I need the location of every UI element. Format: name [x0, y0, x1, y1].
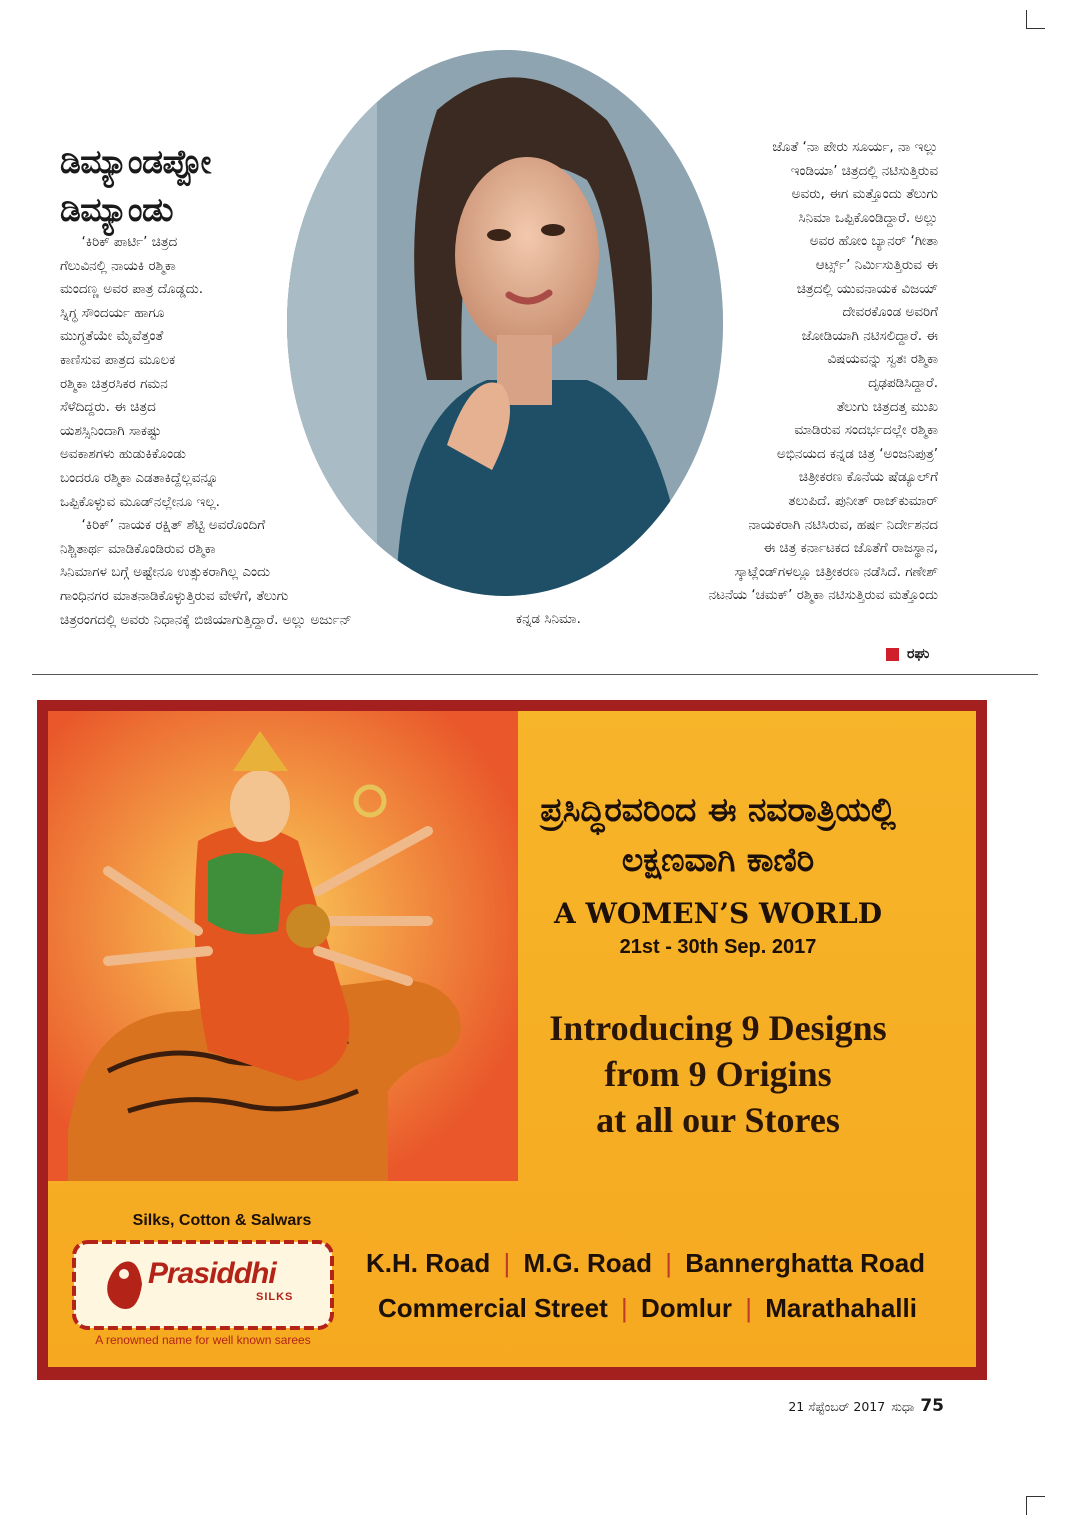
text-line: ಚಿತ್ರೀಕರಣ ಕೊನೆಯ ಷೆಡ್ಯೂಲ್‌ಗೆ	[798, 469, 938, 486]
page-footer	[788, 1396, 944, 1416]
ad-intro-line-3: at all our Stores	[596, 1100, 840, 1140]
store-locations-row-1	[366, 1248, 925, 1279]
text-line: ಚಿತ್ರದಲ್ಲಿ ಯುವನಾಯಕ ವಿಜಯ್	[796, 280, 938, 297]
text-line: ಗೆಲುವಿನಲ್ಲಿ ನಾಯಕಿ ರಶ್ಮಿಕಾ	[60, 257, 176, 274]
text-line: ಜೊತೆ ‘ನಾ ಪೇರು ಸೂರ್ಯ, ನಾ ಇಲ್ಲು	[772, 139, 938, 155]
actress-portrait-photo	[287, 50, 723, 596]
crop-mark-top-right	[1026, 10, 1045, 29]
text-line: ‘ಕಿರಿಕ್ ಪಾರ್ಟಿ’ ಚಿತ್ರದ	[60, 234, 178, 250]
store-location: M.G. Road	[523, 1248, 653, 1278]
text-line: ಈ ಚಿತ್ರ ಕರ್ನಾಟಕದ ಜೊತೆಗೆ ರಾಜಸ್ಥಾನ,	[763, 540, 938, 557]
store-location: Bannerghatta Road	[685, 1248, 926, 1278]
text-line: ಸೆಳೆದಿದ್ದರು. ಈ ಚಿತ್ರದ	[60, 399, 156, 416]
ad-intro-line-2: from 9 Origins	[604, 1054, 832, 1094]
ad-event-title: A WOMEN’S WORLD	[553, 897, 883, 930]
text-line: ನಾಯಕರಾಗಿ ನಟಿಸಿರುವ, ಹರ್ಷ ನಿರ್ದೇಶನದ	[748, 516, 938, 533]
text-line: ಒಪ್ಪಿಕೊಳ್ಳುವ ಮೂಡ್‌ನಲ್ಲೇನೂ ಇಲ್ಲ.	[60, 493, 220, 510]
goddess-durga-illustration	[48, 711, 518, 1181]
store-location: Commercial Street	[378, 1293, 608, 1323]
text-line: ಸಿನಿಮಾ ಒಪ್ಪಿಕೊಂಡಿದ್ದಾರೆ. ಅಲ್ಲು	[798, 209, 938, 226]
text-line: ಇಂಡಿಯಾ’ ಚಿತ್ರದಲ್ಲಿ ನಟಿಸುತ್ತಿರುವ	[790, 162, 938, 179]
ad-kannada-line-2: ಲಕ್ಷಣವಾಗಿ ಕಾಣಿರಿ	[621, 840, 815, 879]
text-line: ಚಿತ್ರರಂಗದಲ್ಲಿ ಅವರು ನಿಧಾನಕ್ಕೆ ಬಿಜಿಯಾಗುತ್ತಿದ್ದಾರೆ. ಅಲ್ಲು ಅರ್ಜುನ್	[60, 611, 352, 628]
ad-panel	[48, 711, 976, 1367]
text-line: ಮಾಡಿರುವ ಸಂದರ್ಭದಲ್ಲೇ ರಶ್ಮಿಕಾ	[794, 422, 938, 439]
portrait-illustration	[287, 50, 723, 596]
text-line: ಸ್ನಿಗ್ಧ ಸೌಂದರ್ಯ ಹಾಗೂ	[60, 304, 165, 321]
text-line: ‘ಕಿರಿಕ್’ ನಾಯಕ ರಕ್ಷಿತ್ ಶೆಟ್ಟಿ ಅವರೊಂದಿಗೆ	[60, 517, 266, 534]
author-byline	[886, 646, 929, 662]
store-separator: |	[745, 1293, 752, 1323]
text-line: ದೃಢಪಡಿಸಿದ್ದಾರೆ.	[868, 374, 938, 391]
ad-introduction	[458, 1005, 976, 1143]
text-line: ಜೋಡಿಯಾಗಿ ನಟಿಸಲಿದ್ದಾರೆ. ಈ	[801, 327, 938, 344]
text-line: ಆರ್ಟ್ಸ್’ ನಿರ್ಮಿಸುತ್ತಿರುವ ಈ	[815, 256, 938, 273]
ad-category: Silks, Cotton & Salwars	[132, 1212, 312, 1229]
text-line: ಕಾಣಿಸುವ ಪಾತ್ರದ ಮೂಲಕ	[60, 351, 176, 368]
text-line: ಅಭಿನಯದ ಕನ್ನಡ ಚಿತ್ರ ‘ಅಂಜನಿಪುತ್ರ’	[776, 445, 938, 462]
text-line: ಬಂದರೂ ರಶ್ಮಿಕಾ ಎಡತಾಕಿದ್ದೆಲ್ಲವನ್ನೂ	[60, 469, 219, 486]
ad-event-dates: 21st - 30th Sep. 2017	[619, 936, 817, 958]
text-line: ಗಾಂಧಿನಗರ ಮಾತನಾಡಿಕೊಳ್ಳುತ್ತಿರುವ ವೇಳೆಗೆ, ತೆಲುಗು	[60, 587, 289, 604]
crop-mark-bottom-right	[1026, 1496, 1045, 1515]
text-line: ಅವರ ಹೋಂ ಬ್ಯಾನರ್ ‘ಗೀತಾ	[809, 233, 938, 250]
goddess-on-tiger-icon	[48, 711, 518, 1181]
author-name: ರಘು	[907, 646, 930, 662]
text-line: ತೆಲುಗು ಚಿತ್ರದತ್ತ ಮುಖ	[836, 398, 938, 415]
store-locations-row-2	[378, 1293, 917, 1324]
prasiddhi-silks-advertisement	[37, 700, 987, 1380]
text-line: ಅವರು, ಈಗ ಮತ್ತೊಂದು ತೆಲುಗು	[791, 186, 938, 203]
article-headline	[60, 138, 211, 234]
text-line: ಮುಗ್ಧತೆಯೇ ಮೈವೆತ್ತಂತೆ	[60, 328, 164, 345]
ad-intro-line-1: Introducing 9 Designs	[549, 1008, 887, 1048]
text-line: ನಿಶ್ಚಿತಾರ್ಥ ಮಾಡಿಕೊಂಡಿರುವ ರಶ್ಮಿಕಾ	[60, 540, 216, 557]
article-right-column	[709, 136, 938, 608]
article-right-column-tail: ಕನ್ನಡ ಸಿನಿಮಾ.	[516, 611, 581, 627]
text-line: ಸ್ಕಾಟ್ಲೆಂಡ್‌ಗಳಲ್ಲೂ ಚಿತ್ರೀಕರಣ ನಡೆಸಿದೆ. ಗಣೇಶ್	[734, 563, 938, 580]
text-line: ಅವಕಾಶಗಳು ಹುಡುಕಿಕೊಂಡು	[60, 446, 186, 463]
store-separator: |	[503, 1248, 511, 1278]
text-line: ಸಿನಿಮಾಗಳ ಬಗ್ಗೆ ಅಷ್ಟೇನೂ ಉತ್ಸುಕರಾಗಿಲ್ಲ ಎಂದು	[60, 564, 271, 581]
ad-kannada-headline	[438, 785, 976, 885]
brand-name: Prasiddhi	[148, 1257, 276, 1290]
store-separator: |	[665, 1248, 673, 1278]
text-line: ದೇವರಕೊಂಡ ಅವರಿಗೆ	[842, 304, 938, 321]
issue-date: 21 ಸೆಪ್ಟೆಂಬರ್ 2017	[788, 1399, 886, 1414]
ad-kannada-line-1: ಪ್ರಸಿದ್ಧಿರವರಿಂದ ಈ ನವರಾತ್ರಿಯಲ್ಲಿ	[540, 790, 896, 829]
text-line: ರಶ್ಮಿಕಾ ಚಿತ್ರರಸಿಕರ ಗಮನ	[60, 375, 168, 392]
magazine-name: ಸುಧಾ	[891, 1399, 915, 1414]
brand-tagline: A renowned name for well known sarees	[95, 1333, 311, 1347]
byline-marker-icon	[886, 648, 899, 661]
text-line: ಯಶಸ್ಸಿನಿಂದಾಗಿ ಸಾಕಷ್ಟು	[60, 422, 162, 439]
headline-line-1: ಡಿಮ್ಯಾಂಡಪ್ಪೋ	[60, 142, 211, 181]
headline-line-2: ಡಿಮ್ಯಾಂಡು	[60, 190, 174, 229]
section-divider	[32, 674, 1038, 675]
store-location: Marathahalli	[765, 1293, 917, 1323]
text-line: ವಿಷಯವನ್ನು ಸ್ವತಃ ರಶ್ಮಿಕಾ	[827, 351, 938, 368]
text-line: ಮಂದಣ್ಣ ಅವರ ಪಾತ್ರ ದೊಡ್ಡದು.	[60, 281, 204, 298]
text-line: ನಟನೆಯ ‘ಚಮಕ್’ ರಶ್ಮಿಕಾ ನಟಿಸುತ್ತಿರುವ ಮತ್ತೊಂದು	[708, 587, 938, 604]
store-location: K.H. Road	[366, 1248, 491, 1278]
brand-subtitle: SILKS	[256, 1291, 294, 1303]
text-line: ತಲುಪಿದೆ. ಪುನೀತ್ ರಾಜ್‌ಕುಮಾರ್	[788, 492, 938, 509]
store-separator: |	[621, 1293, 628, 1323]
store-location: Domlur	[641, 1293, 732, 1323]
page-number: 75	[920, 1396, 944, 1416]
